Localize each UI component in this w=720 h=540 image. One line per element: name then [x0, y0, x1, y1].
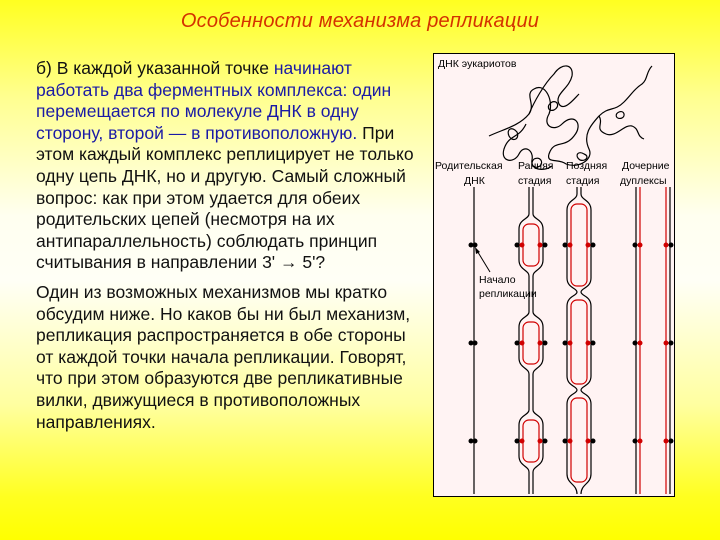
- paragraph-1: [36, 58, 426, 274]
- column-label-parent-line2: ДНК: [464, 175, 485, 187]
- diagram-caption: ДНК эукариотов: [438, 58, 517, 70]
- diagram-graphic: [434, 54, 674, 496]
- column-label-late-line2: стадия: [566, 175, 600, 187]
- column-label-late-line1: Поздняя: [566, 160, 608, 172]
- slide-title: Особенности механизма репликации: [180, 10, 540, 32]
- daughter-duplexes: [633, 187, 674, 494]
- body-text: [36, 58, 426, 433]
- column-label-daughter-line2: дуплексы: [620, 175, 667, 187]
- parental-dna-strand: [469, 187, 491, 494]
- column-label-daughter-line1: Дочерние: [622, 160, 670, 172]
- paragraph-1-prefix: б) В каждой указанной точке: [36, 58, 274, 78]
- replication-diagram: [433, 53, 675, 497]
- late-stage-strand: [567, 187, 591, 494]
- paragraph-1-rest: При этом каждый комплекс реплицирует не только одну цепь ДНК, но и другую. Самый сложный вопрос: как при этом удается для обеих родительских цепей (несмотря на их антипараллельность) соблюдать принцип считывания в направлении 3' → 5'?: [36, 122, 414, 273]
- early-stage-origin-dots: [515, 243, 548, 444]
- paragraph-2: Один из возможных механизмов мы кратко обсудим ниже. Но каков бы ни был механизм, репликация распространяется в обе стороны от каждой точки начала репликации. Говорят, что при этом образуются две репликативные вилки, движущиеся в противоположных направлениях.: [36, 281, 411, 432]
- column-label-parent-line1: Родительская: [435, 160, 503, 172]
- column-label-early-line2: стадия: [518, 175, 552, 187]
- paragraph-1-highlight: начинают работать два ферментных комплекса: один перемещается по молекуле ДНК в одну сторону, второй — в противоположную.: [36, 58, 392, 143]
- origin-label-line2: репликации: [479, 288, 537, 300]
- tangled-dna-icon: [489, 66, 652, 169]
- column-label-early-line1: Ранняя: [518, 160, 554, 172]
- origin-label-line1: Начало: [479, 274, 516, 286]
- early-stage-strand: [519, 187, 543, 494]
